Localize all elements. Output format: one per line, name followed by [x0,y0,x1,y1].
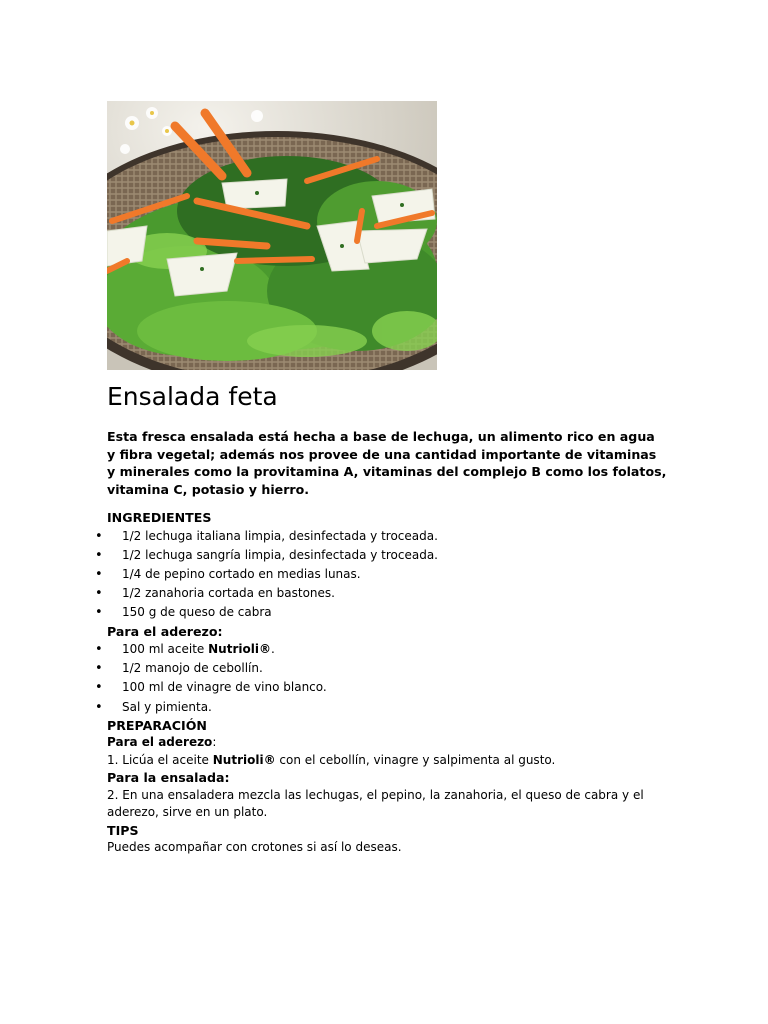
list-item: • 100 ml aceite Nutrioli®. [96,640,656,659]
ingredients-heading: INGREDIENTES [107,510,212,525]
bullet-icon: • [95,547,103,563]
list-item: • 150 g de queso de cabra [96,603,656,622]
bullet-icon: • [95,605,103,621]
prep-dressing-line: Para el aderezo: [107,735,217,750]
bullet-icon: • [95,642,103,658]
bullet-icon: • [95,528,103,544]
recipe-page [95,101,667,857]
tips-text: Puedes acompañar con crotones si así lo deseas. [107,840,402,855]
bullet-icon: • [95,566,103,582]
dressing-heading: Para el aderezo: [107,623,223,639]
dressing-list [96,640,656,717]
list-item: • 1/2 manojo de cebollín. [96,659,656,678]
salad-photo [107,101,437,370]
ingredients-list [96,527,656,623]
prep-step-1: 1. Licúa el aceite Nutrioli® con el cebollín, vinagre y salpimenta al gusto. [107,752,556,767]
list-item: • 1/4 de pepino cortado en medias lunas. [96,565,656,584]
recipe-intro: Esta fresca ensalada está hecha a base de lechuga, un alimento rico en agua y fibra vegetal; además nos provee de una cantidad importante de vitaminas y minerales como la provitamina A, vitaminas del complejo B como los folatos, vitamina C, potasio y hierro. [107,429,667,497]
list-item: • 100 ml de vinagre de vino blanco. [96,678,656,697]
bullet-icon: • [95,586,103,602]
list-item: • 1/2 zanahoria cortada en bastones. [96,584,656,603]
prep-salad-heading: Para la ensalada: [107,770,230,786]
list-item: • Sal y pimienta. [96,698,656,717]
list-item: • 1/2 lechuga sangría limpia, desinfectada y troceada. [96,546,656,565]
list-item: • 1/2 lechuga italiana limpia, desinfectada y troceada. [96,527,656,546]
bullet-icon: • [95,680,103,696]
tips-heading: TIPS [107,822,139,838]
recipe-title: Ensalada feta [107,382,278,411]
prep-step-2: 2. En una ensaladera mezcla las lechugas, el pepino, la zanahoria, el queso de cabra y el aderezo, sirve en un plato. [107,787,644,820]
bullet-icon: • [95,699,103,715]
bullet-icon: • [95,661,103,677]
preparation-heading: PREPARACIÓN [107,717,207,733]
